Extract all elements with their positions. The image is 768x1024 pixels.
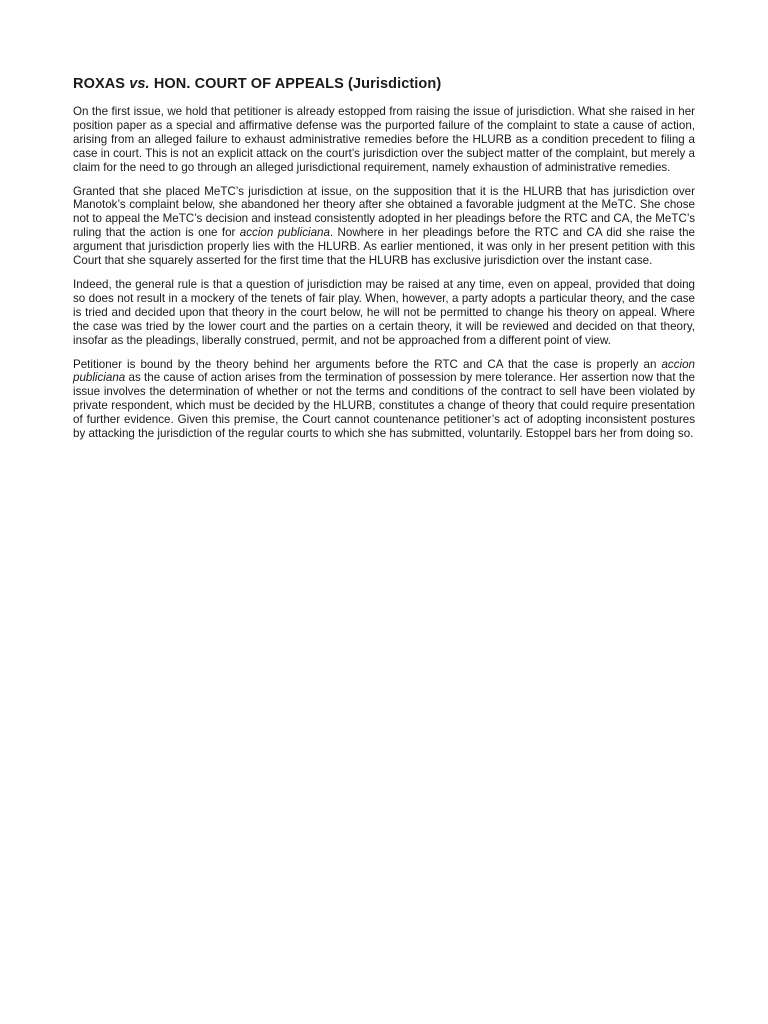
paragraph-2 [73,185,695,268]
paragraph-1: On the first issue, we hold that petitioner is already estopped from raising the issue of jurisdiction. What she raised in her position paper as a special and affirmative defense was the purported failure of the complaint to state a cause of action, arising from an alleged failure to exhaust administrative remedies before the HLURB as a condition precedent to filing a case in court. This is not an explicit attack on the court’s jurisdiction over the subject matter of the complaint, but merely a claim for the need to go through an alleged jurisdictional requirement, namely exhaustion of administrative remedies. [73,105,695,174]
paragraph-4-italic-term: accion publiciana [73,357,695,385]
title-vs: vs. [129,76,150,92]
title-party2: HON. COURT OF APPEALS (Jurisdiction) [153,76,442,92]
paragraph-4-part1: Petitioner is bound by the theory behind her arguments before the RTC and CA that the case is properly an [73,357,662,371]
document-page [73,74,695,451]
title-party1: ROXAS [73,76,126,92]
page-title [73,74,695,94]
paragraph-4 [73,358,695,441]
paragraph-2-italic-term: accion publiciana [239,226,330,240]
paragraph-2-part2: . Nowhere in her pleadings before the RTC and CA did she raise the argument that jurisdiction properly lies with the HLURB. As earlier mentioned, it was only in her present petition with this Court that she squarely asserted for the first time that the HLURB has exclusive jurisdiction over the instant case. [73,226,695,268]
paragraph-3: Indeed, the general rule is that a question of jurisdiction may be raised at any time, even on appeal, provided that doing so does not result in a mockery of the tenets of fair play. When, however, a party adopts a particular theory, and the case is tried and decided upon that theory in the court below, he will not be permitted to change his theory on appeal. Where the case was tried by the lower court and the parties on a certain theory, it will be reviewed and decided on that theory, insofar as the pleadings, liberally construed, permit, and not be approached from a different point of view. [73,277,695,347]
paragraph-4-part2: as the cause of action arises from the termination of possession by mere tolerance. Her assertion now that the issue involves the determination of whether or not the terms and conditions of the contract to sell have been violated by private respondent, which must be decided by the HLURB, constitutes a change of theory that could require presentation of further evidence. Given this premise, the Court cannot countenance petitioner’s act of adopting inconsistent postures by attacking the jurisdiction of the regular courts to which she has submitted, voluntarily. Estoppel bars her from doing so. [73,371,695,441]
paragraph-2-part1: Granted that she placed MeTC’s jurisdiction at issue, on the supposition that it is the HLURB that has jurisdiction over Manotok’s complaint below, she abandoned her theory after she obtained a favorable judgment at the MeTC. She chose not to appeal the MeTC’s decision and instead consistently adopted in her pleadings before the RTC and CA, the MeTC’s ruling that the action is one for [73,184,695,240]
